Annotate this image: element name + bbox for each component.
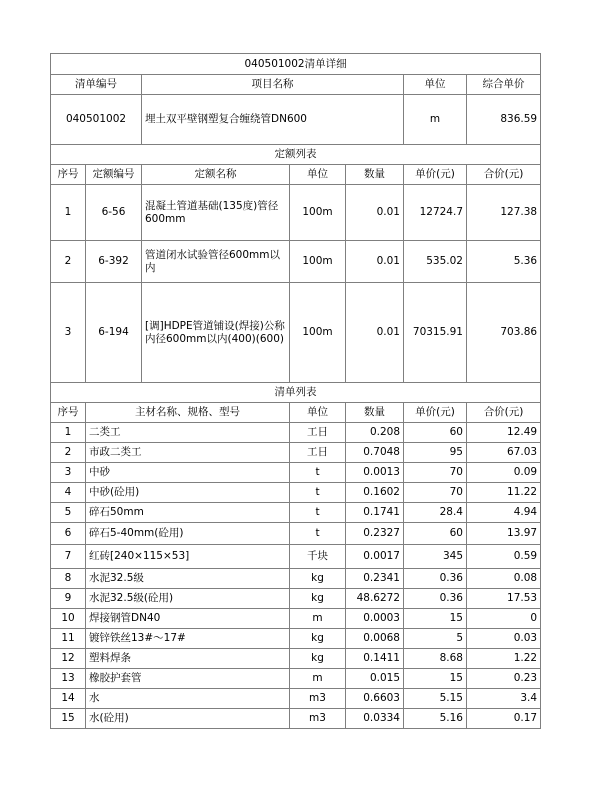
quota-row — [51, 185, 541, 241]
material-unit: m — [290, 669, 346, 689]
material-qty: 0.015 — [346, 669, 404, 689]
material-total: 12.49 — [467, 423, 541, 443]
materials-col-unit: 单位 — [290, 403, 346, 423]
materials-col-price: 单价(元) — [404, 403, 467, 423]
material-total: 3.4 — [467, 689, 541, 709]
material-no: 1 — [51, 423, 86, 443]
material-name: 塑料焊条 — [86, 649, 290, 669]
quota-qty: 0.01 — [346, 241, 404, 283]
material-unit: m3 — [290, 709, 346, 729]
material-price: 70 — [404, 483, 467, 503]
material-price: 8.68 — [404, 649, 467, 669]
material-qty: 48.6272 — [346, 589, 404, 609]
material-no: 14 — [51, 689, 86, 709]
quota-no: 3 — [51, 283, 86, 383]
quota-code: 6-194 — [86, 283, 142, 383]
quota-row — [51, 283, 541, 383]
material-row — [51, 589, 541, 609]
material-no: 10 — [51, 609, 86, 629]
quota-col-no: 序号 — [51, 165, 86, 185]
material-price: 0.36 — [404, 569, 467, 589]
quota-col-unit: 单位 — [290, 165, 346, 185]
quota-col-qty: 数量 — [346, 165, 404, 185]
material-total: 1.22 — [467, 649, 541, 669]
material-qty: 0.1602 — [346, 483, 404, 503]
bill-name: 埋土双平壁钢塑复合缠绕管DN600 — [142, 95, 404, 145]
material-qty: 0.0068 — [346, 629, 404, 649]
materials-col-qty: 数量 — [346, 403, 404, 423]
material-qty: 0.2341 — [346, 569, 404, 589]
material-qty: 0.0003 — [346, 609, 404, 629]
material-no: 9 — [51, 589, 86, 609]
material-unit: kg — [290, 649, 346, 669]
material-price: 345 — [404, 545, 467, 569]
material-price: 60 — [404, 523, 467, 545]
material-qty: 0.0334 — [346, 709, 404, 729]
bill-price: 836.59 — [467, 95, 541, 145]
material-name: 水泥32.5级(砼用) — [86, 589, 290, 609]
material-name: 碎石50mm — [86, 503, 290, 523]
material-price: 60 — [404, 423, 467, 443]
material-no: 12 — [51, 649, 86, 669]
quota-header-row — [51, 165, 541, 185]
material-row — [51, 629, 541, 649]
quota-unit: 100m — [290, 283, 346, 383]
material-total: 0 — [467, 609, 541, 629]
quota-qty: 0.01 — [346, 283, 404, 383]
material-name: 水(砼用) — [86, 709, 290, 729]
material-no: 6 — [51, 523, 86, 545]
material-unit: t — [290, 503, 346, 523]
material-qty: 0.208 — [346, 423, 404, 443]
materials-header-row — [51, 403, 541, 423]
quota-name: [调]HDPE管道铺设(焊接)公称内径600mm以内(400)(600) — [142, 283, 290, 383]
material-total: 4.94 — [467, 503, 541, 523]
material-name: 市政二类工 — [86, 443, 290, 463]
header-label-row — [51, 75, 541, 95]
materials-col-total: 合价(元) — [467, 403, 541, 423]
material-total: 11.22 — [467, 483, 541, 503]
material-total: 67.03 — [467, 443, 541, 463]
material-price: 95 — [404, 443, 467, 463]
material-price: 28.4 — [404, 503, 467, 523]
material-name: 水泥32.5级 — [86, 569, 290, 589]
material-qty: 0.0013 — [346, 463, 404, 483]
material-unit: kg — [290, 569, 346, 589]
material-price: 0.36 — [404, 589, 467, 609]
material-qty: 0.2327 — [346, 523, 404, 545]
material-price: 70 — [404, 463, 467, 483]
material-qty: 0.7048 — [346, 443, 404, 463]
material-unit: m — [290, 609, 346, 629]
quota-no: 1 — [51, 185, 86, 241]
material-name: 二类工 — [86, 423, 290, 443]
material-price: 5 — [404, 629, 467, 649]
material-no: 13 — [51, 669, 86, 689]
quota-qty: 0.01 — [346, 185, 404, 241]
material-row — [51, 689, 541, 709]
quota-unit: 100m — [290, 241, 346, 283]
quota-price: 70315.91 — [404, 283, 467, 383]
quota-price: 535.02 — [404, 241, 467, 283]
material-unit: t — [290, 483, 346, 503]
material-no: 8 — [51, 569, 86, 589]
unit-label: 单位 — [404, 75, 467, 95]
material-total: 17.53 — [467, 589, 541, 609]
material-name: 水 — [86, 689, 290, 709]
quota-section-title: 定额列表 — [51, 145, 541, 165]
quota-col-total: 合价(元) — [467, 165, 541, 185]
material-name: 碎石5-40mm(砼用) — [86, 523, 290, 545]
quota-price: 12724.7 — [404, 185, 467, 241]
material-unit: kg — [290, 629, 346, 649]
header-value-row — [51, 95, 541, 145]
material-no: 3 — [51, 463, 86, 483]
material-row — [51, 523, 541, 545]
material-name: 镀锌铁丝13#～17# — [86, 629, 290, 649]
material-no: 2 — [51, 443, 86, 463]
material-name: 红砖[240×115×53] — [86, 545, 290, 569]
material-no: 4 — [51, 483, 86, 503]
material-no: 11 — [51, 629, 86, 649]
quota-no: 2 — [51, 241, 86, 283]
material-unit: t — [290, 463, 346, 483]
material-qty: 0.6603 — [346, 689, 404, 709]
material-no: 15 — [51, 709, 86, 729]
material-row — [51, 709, 541, 729]
material-name: 中砂(砼用) — [86, 483, 290, 503]
material-total: 0.03 — [467, 629, 541, 649]
bill-detail-table — [50, 53, 541, 729]
material-total: 0.59 — [467, 545, 541, 569]
material-row — [51, 483, 541, 503]
quota-col-code: 定额编号 — [86, 165, 142, 185]
code-label: 清单编号 — [51, 75, 142, 95]
quota-name: 管道闭水试验管径600mm以内 — [142, 241, 290, 283]
material-unit: kg — [290, 589, 346, 609]
title-row — [51, 54, 541, 75]
material-total: 0.09 — [467, 463, 541, 483]
material-unit: t — [290, 523, 346, 545]
material-qty: 0.0017 — [346, 545, 404, 569]
material-price: 5.15 — [404, 689, 467, 709]
material-name: 橡胶护套管 — [86, 669, 290, 689]
quota-unit: 100m — [290, 185, 346, 241]
material-no: 7 — [51, 545, 86, 569]
quota-total: 5.36 — [467, 241, 541, 283]
material-price: 15 — [404, 609, 467, 629]
quota-code: 6-56 — [86, 185, 142, 241]
material-row — [51, 423, 541, 443]
material-row — [51, 609, 541, 629]
price-label: 综合单价 — [467, 75, 541, 95]
material-total: 0.23 — [467, 669, 541, 689]
quota-col-price: 单价(元) — [404, 165, 467, 185]
table-body — [51, 54, 541, 729]
material-unit: m3 — [290, 689, 346, 709]
material-price: 5.16 — [404, 709, 467, 729]
material-qty: 0.1411 — [346, 649, 404, 669]
name-label: 项目名称 — [142, 75, 404, 95]
material-row — [51, 463, 541, 483]
material-row — [51, 669, 541, 689]
materials-section-row — [51, 383, 541, 403]
material-row — [51, 443, 541, 463]
material-row — [51, 569, 541, 589]
material-no: 5 — [51, 503, 86, 523]
table-title: 040501002清单详细 — [51, 54, 541, 75]
material-total: 0.08 — [467, 569, 541, 589]
material-unit: 工日 — [290, 423, 346, 443]
material-unit: 工日 — [290, 443, 346, 463]
bill-code: 040501002 — [51, 95, 142, 145]
materials-col-no: 序号 — [51, 403, 86, 423]
material-row — [51, 503, 541, 523]
materials-col-name: 主材名称、规格、型号 — [86, 403, 290, 423]
material-name: 中砂 — [86, 463, 290, 483]
materials-section-title: 清单列表 — [51, 383, 541, 403]
material-qty: 0.1741 — [346, 503, 404, 523]
material-name: 焊接钢管DN40 — [86, 609, 290, 629]
material-total: 13.97 — [467, 523, 541, 545]
material-price: 15 — [404, 669, 467, 689]
material-row — [51, 649, 541, 669]
quota-total: 127.38 — [467, 185, 541, 241]
quota-total: 703.86 — [467, 283, 541, 383]
material-unit: 千块 — [290, 545, 346, 569]
bill-unit: m — [404, 95, 467, 145]
material-row — [51, 545, 541, 569]
quota-row — [51, 241, 541, 283]
material-total: 0.17 — [467, 709, 541, 729]
quota-name: 混凝土管道基础(135度)管径600mm — [142, 185, 290, 241]
quota-col-name: 定额名称 — [142, 165, 290, 185]
quota-section-row — [51, 145, 541, 165]
quota-code: 6-392 — [86, 241, 142, 283]
